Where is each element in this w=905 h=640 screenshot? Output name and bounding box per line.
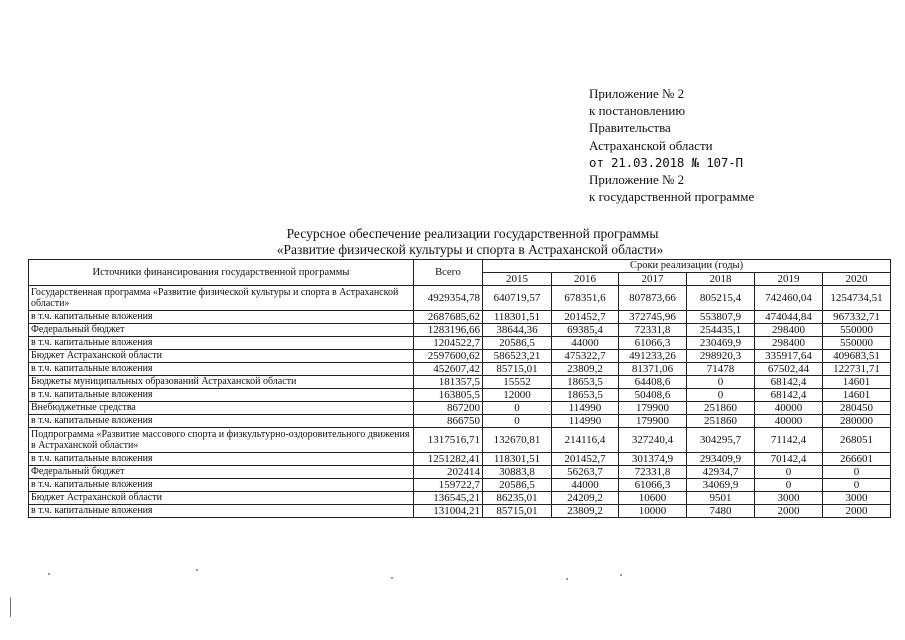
total-cell: 131004,21 xyxy=(414,505,483,518)
year-value-cell: 69385,4 xyxy=(552,324,619,337)
table-row xyxy=(29,376,891,389)
scan-edge-mark xyxy=(10,597,11,617)
funding-source-cell: Бюджеты муниципальных образований Астраханской области xyxy=(29,376,414,389)
year-value-cell: 214116,4 xyxy=(552,428,619,453)
year-value-cell: 251860 xyxy=(687,415,755,428)
title-line-2: «Развитие физической культуры и спорта в Астраханской области» xyxy=(276,242,664,257)
year-value-cell: 30883,8 xyxy=(483,466,552,479)
table-body xyxy=(29,286,891,518)
year-value-cell: 68142,4 xyxy=(755,376,823,389)
scan-speck xyxy=(48,573,50,575)
header-period: Сроки реализации (годы) xyxy=(483,260,891,273)
year-value-cell: 301374,9 xyxy=(619,453,687,466)
year-value-cell: 34069,9 xyxy=(687,479,755,492)
year-value-cell: 372745,96 xyxy=(619,311,687,324)
total-cell: 867200 xyxy=(414,402,483,415)
scan-speck xyxy=(391,577,393,579)
header-year: 2017 xyxy=(619,273,687,286)
year-value-cell: 2000 xyxy=(755,505,823,518)
year-value-cell: 85715,01 xyxy=(483,363,552,376)
table-row xyxy=(29,350,891,363)
year-value-cell: 20586,5 xyxy=(483,337,552,350)
year-value-cell: 10000 xyxy=(619,505,687,518)
year-value-cell: 114990 xyxy=(552,402,619,415)
year-value-cell: 3000 xyxy=(823,492,891,505)
year-value-cell: 409683,51 xyxy=(823,350,891,363)
year-value-cell: 12000 xyxy=(483,389,552,402)
year-value-cell: 67502,44 xyxy=(755,363,823,376)
funding-source-cell: в т.ч. капитальные вложения xyxy=(29,505,414,518)
year-value-cell: 40000 xyxy=(755,402,823,415)
total-cell: 452607,42 xyxy=(414,363,483,376)
appendix-line: к государственной программе xyxy=(589,189,755,205)
year-value-cell: 678351,6 xyxy=(552,286,619,311)
table-row xyxy=(29,311,891,324)
total-cell: 1283196,66 xyxy=(414,324,483,337)
funding-source-cell: Бюджет Астраханской области xyxy=(29,350,414,363)
funding-source-cell: в т.ч. капитальные вложения xyxy=(29,363,414,376)
year-value-cell: 179900 xyxy=(619,415,687,428)
year-value-cell: 266601 xyxy=(823,453,891,466)
year-value-cell: 0 xyxy=(755,466,823,479)
year-value-cell: 640719,57 xyxy=(483,286,552,311)
year-value-cell: 3000 xyxy=(755,492,823,505)
year-value-cell: 298920,3 xyxy=(687,350,755,363)
year-value-cell: 61066,3 xyxy=(619,337,687,350)
total-cell: 866750 xyxy=(414,415,483,428)
year-value-cell: 86235,01 xyxy=(483,492,552,505)
year-value-cell: 0 xyxy=(755,479,823,492)
header-total: Всего xyxy=(414,260,483,286)
year-value-cell: 7480 xyxy=(687,505,755,518)
year-value-cell: 118301,51 xyxy=(483,311,552,324)
year-value-cell: 72331,8 xyxy=(619,466,687,479)
header-year: 2019 xyxy=(755,273,823,286)
year-value-cell: 118301,51 xyxy=(483,453,552,466)
year-value-cell: 20586,5 xyxy=(483,479,552,492)
year-value-cell: 40000 xyxy=(755,415,823,428)
header-year: 2020 xyxy=(823,273,891,286)
year-value-cell: 71142,4 xyxy=(755,428,823,453)
year-value-cell: 179900 xyxy=(619,402,687,415)
total-cell: 136545,21 xyxy=(414,492,483,505)
total-cell: 163805,5 xyxy=(414,389,483,402)
year-value-cell: 0 xyxy=(823,466,891,479)
year-value-cell: 304295,7 xyxy=(687,428,755,453)
year-value-cell: 72331,8 xyxy=(619,324,687,337)
year-value-cell: 967332,71 xyxy=(823,311,891,324)
total-cell: 1317516,71 xyxy=(414,428,483,453)
appendix-line: Приложение № 2 xyxy=(589,86,685,101)
year-value-cell: 15552 xyxy=(483,376,552,389)
appendix-line: Астраханской области xyxy=(589,137,713,153)
year-value-cell: 64408,6 xyxy=(619,376,687,389)
funding-source-cell: Федеральный бюджет xyxy=(29,324,414,337)
year-value-cell: 586523,21 xyxy=(483,350,552,363)
table-row xyxy=(29,337,891,350)
table-row xyxy=(29,389,891,402)
funding-source-cell: в т.ч. капитальные вложения xyxy=(29,479,414,492)
year-value-cell: 474044,84 xyxy=(755,311,823,324)
funding-source-cell: Внебюджетные средства xyxy=(29,402,414,415)
year-value-cell: 18653,5 xyxy=(552,376,619,389)
total-cell: 1251282,41 xyxy=(414,453,483,466)
year-value-cell: 0 xyxy=(687,376,755,389)
table-row xyxy=(29,428,891,453)
header-year: 2015 xyxy=(483,273,552,286)
year-value-cell: 0 xyxy=(687,389,755,402)
table-row xyxy=(29,453,891,466)
year-value-cell: 23809,2 xyxy=(552,363,619,376)
total-cell: 202414 xyxy=(414,466,483,479)
year-value-cell: 61066,3 xyxy=(619,479,687,492)
year-value-cell: 0 xyxy=(823,479,891,492)
year-value-cell: 38644,36 xyxy=(483,324,552,337)
year-value-cell: 44000 xyxy=(552,479,619,492)
appendix-date-stamp: от 21.03.2018 № 107-П xyxy=(589,154,743,170)
title-line-1: Ресурсное обеспечение реализации государственной программы xyxy=(286,226,659,241)
year-value-cell: 742460,04 xyxy=(755,286,823,311)
header-year: 2018 xyxy=(687,273,755,286)
year-value-cell: 280000 xyxy=(823,415,891,428)
year-value-cell: 42934,7 xyxy=(687,466,755,479)
year-value-cell: 56263,7 xyxy=(552,466,619,479)
year-value-cell: 201452,7 xyxy=(552,311,619,324)
year-value-cell: 201452,7 xyxy=(552,453,619,466)
year-value-cell: 553807,9 xyxy=(687,311,755,324)
year-value-cell: 805215,4 xyxy=(687,286,755,311)
year-value-cell: 1254734,51 xyxy=(823,286,891,311)
appendix-header xyxy=(589,85,754,205)
document-title xyxy=(0,226,905,258)
funding-table xyxy=(28,259,891,518)
year-value-cell: 14601 xyxy=(823,389,891,402)
year-value-cell: 24209,2 xyxy=(552,492,619,505)
year-value-cell: 251860 xyxy=(687,402,755,415)
year-value-cell: 280450 xyxy=(823,402,891,415)
year-value-cell: 122731,71 xyxy=(823,363,891,376)
year-value-cell: 0 xyxy=(483,415,552,428)
year-value-cell: 68142,4 xyxy=(755,389,823,402)
funding-source-cell: Бюджет Астраханской области xyxy=(29,492,414,505)
year-value-cell: 268051 xyxy=(823,428,891,453)
year-value-cell: 254435,1 xyxy=(687,324,755,337)
year-value-cell: 23809,2 xyxy=(552,505,619,518)
funding-source-cell: в т.ч. капитальные вложения xyxy=(29,415,414,428)
total-cell: 159722,7 xyxy=(414,479,483,492)
funding-source-cell: в т.ч. капитальные вложения xyxy=(29,337,414,350)
year-value-cell: 327240,4 xyxy=(619,428,687,453)
funding-source-cell: Федеральный бюджет xyxy=(29,466,414,479)
year-value-cell: 18653,5 xyxy=(552,389,619,402)
table-row xyxy=(29,286,891,311)
table-row xyxy=(29,479,891,492)
header-source: Источники финансирования государственной программы xyxy=(29,260,414,286)
appendix-line: Приложение № 2 xyxy=(589,172,685,188)
year-value-cell: 298400 xyxy=(755,324,823,337)
table-row xyxy=(29,402,891,415)
year-value-cell: 2000 xyxy=(823,505,891,518)
scan-speck xyxy=(566,578,568,580)
appendix-line: к постановлению xyxy=(589,103,686,119)
year-value-cell: 85715,01 xyxy=(483,505,552,518)
table-row xyxy=(29,466,891,479)
year-value-cell: 230469,9 xyxy=(687,337,755,350)
funding-source-cell: в т.ч. капитальные вложения xyxy=(29,453,414,466)
funding-source-cell: в т.ч. капитальные вложения xyxy=(29,389,414,402)
year-value-cell: 14601 xyxy=(823,376,891,389)
funding-source-cell: Государственная программа «Развитие физической культуры и спорта в Астраханской области» xyxy=(29,286,414,311)
year-value-cell: 475322,7 xyxy=(552,350,619,363)
table-row xyxy=(29,363,891,376)
total-cell: 4929354,78 xyxy=(414,286,483,311)
year-value-cell: 298400 xyxy=(755,337,823,350)
table-row xyxy=(29,415,891,428)
year-value-cell: 50408,6 xyxy=(619,389,687,402)
scan-speck xyxy=(196,569,198,571)
appendix-line: Правительства xyxy=(589,120,671,136)
total-cell: 2597600,62 xyxy=(414,350,483,363)
year-value-cell: 9501 xyxy=(687,492,755,505)
total-cell: 181357,5 xyxy=(414,376,483,389)
table-row xyxy=(29,492,891,505)
year-value-cell: 81371,06 xyxy=(619,363,687,376)
total-cell: 2687685,62 xyxy=(414,311,483,324)
table-header-row xyxy=(29,260,891,273)
scan-speck xyxy=(620,574,622,576)
table-row xyxy=(29,324,891,337)
year-value-cell: 491233,26 xyxy=(619,350,687,363)
year-value-cell: 335917,64 xyxy=(755,350,823,363)
year-value-cell: 550000 xyxy=(823,337,891,350)
year-value-cell: 44000 xyxy=(552,337,619,350)
year-value-cell: 132670,81 xyxy=(483,428,552,453)
year-value-cell: 550000 xyxy=(823,324,891,337)
total-cell: 1204522,7 xyxy=(414,337,483,350)
table-row xyxy=(29,505,891,518)
funding-source-cell: Подпрограмма «Развитие массового спорта и физкультурно-оздоровительного движения в Астраханской области» xyxy=(29,428,414,453)
funding-source-cell: в т.ч. капитальные вложения xyxy=(29,311,414,324)
year-value-cell: 71478 xyxy=(687,363,755,376)
year-value-cell: 807873,66 xyxy=(619,286,687,311)
year-value-cell: 293409,9 xyxy=(687,453,755,466)
header-year: 2016 xyxy=(552,273,619,286)
year-value-cell: 70142,4 xyxy=(755,453,823,466)
year-value-cell: 0 xyxy=(483,402,552,415)
year-value-cell: 10600 xyxy=(619,492,687,505)
year-value-cell: 114990 xyxy=(552,415,619,428)
